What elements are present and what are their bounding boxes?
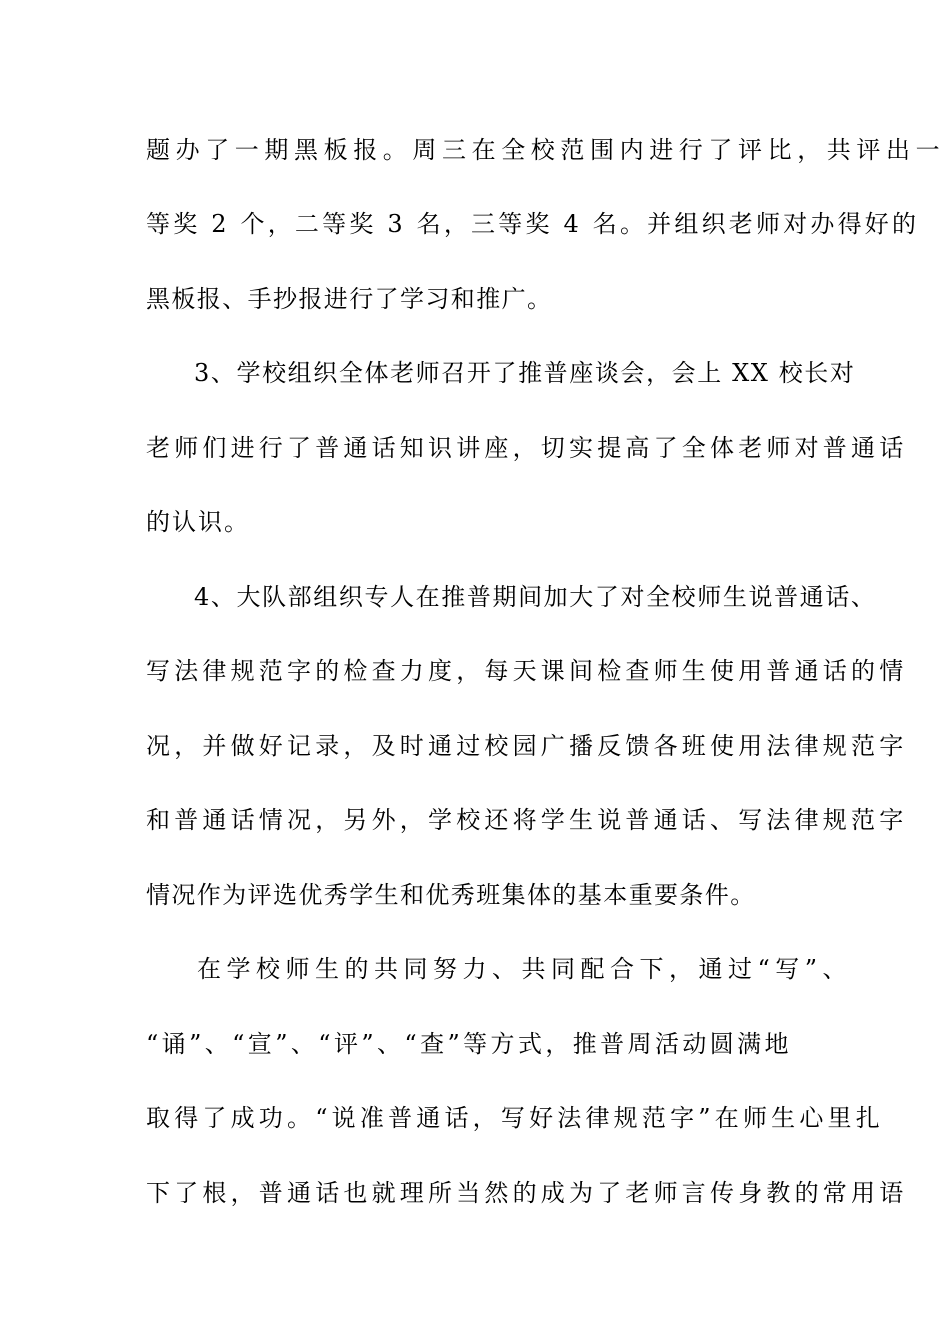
text-line: 下了根，普通话也就理所当然的成为了老师言传身教的常用语: [146, 1179, 908, 1207]
text-line: 的认识。: [146, 508, 250, 536]
text-line: 3、学校组织全体老师召开了推普座谈会，会上 XX 校长对: [194, 359, 856, 387]
text-line: “诵”、“宣”、“评”、“查”等方式，推普周活动圆满地: [146, 1030, 792, 1058]
text-line: 在学校师生的共同努力、共同配合下，通过“写”、: [197, 955, 853, 983]
text-line: 写法律规范字的检查力度，每天课间检查师生使用普通话的情: [146, 657, 908, 685]
text-line: 等奖 2 个，二等奖 3 名，三等奖 4 名。并组织老师对办得好的: [146, 210, 920, 238]
text-line: 老师们进行了普通话知识讲座，切实提高了全体老师对普通话: [146, 434, 908, 462]
text-line: 和普通话情况，另外，学校还将学生说普通话、写法律规范字: [146, 806, 908, 834]
text-line: 题办了一期黑板报。周三在全校范围内进行了评比，共评出一: [146, 136, 946, 164]
text-line: 4、大队部组织专人在推普期间加大了对全校师生说普通话、: [194, 583, 877, 611]
text-line: 取得了成功。“说准普通话，写好法律规范字”在师生心里扎: [146, 1104, 884, 1132]
text-line: 黑板报、手抄报进行了学习和推广。: [146, 285, 553, 313]
text-line: 情况作为评选优秀学生和优秀班集体的基本重要条件。: [146, 881, 756, 909]
text-line: 况，并做好记录，及时通过校园广播反馈各班使用法律规范字: [146, 732, 908, 760]
